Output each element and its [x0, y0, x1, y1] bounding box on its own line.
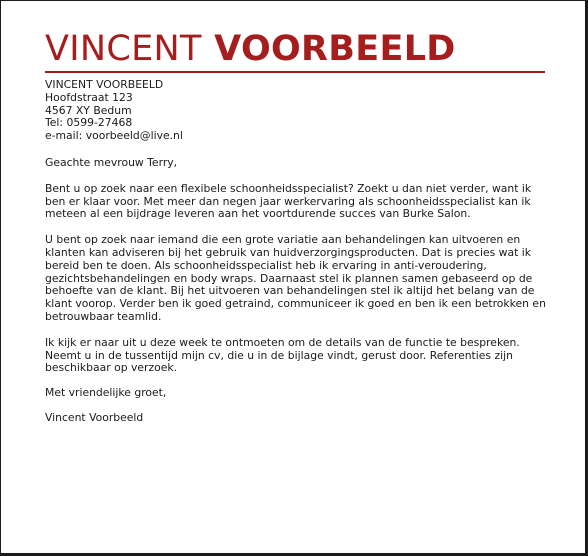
salutation: Geachte mevrouw Terry, [45, 155, 178, 169]
sender-city: 4567 XY Bedum [45, 103, 132, 117]
paragraph-intro: Bent u op zoek naar een flexibele schoonheidsspecialist? Zoekt u dan niet verder, want ik ben er klaar voor. Met meer dan negen jaar werkervaring als schoonheidsspecialist kan ik meteen al een bijdrage leveren aan het voortdurende succes van Burke Salon. [45, 181, 532, 221]
paragraph-closing-request: Ik kijk er naar uit u deze week te ontmoeten om de details van de functie te bespreken. Neemt u in de tussentijd mijn cv, die u in de bijlage vindt, gerust door. Referenties zijn beschikbaar op verzoek. [45, 335, 520, 375]
signature: Vincent Voorbeeld [45, 410, 144, 424]
letter-body [45, 79, 550, 425]
letterhead-name [45, 27, 545, 71]
sender-phone: Tel: 0599-27468 [45, 116, 133, 130]
sender-street: Hoofdstraat 123 [45, 90, 133, 104]
sender-email: e-mail: voorbeeld@live.nl [45, 129, 183, 143]
letterhead [45, 27, 545, 73]
sender-name: VINCENT VOORBEELD [45, 78, 164, 91]
letterhead-first-name: VINCENT [45, 29, 202, 69]
letterhead-last-name: VOORBEELD [214, 29, 456, 69]
letterhead-divider [45, 71, 545, 73]
paragraph-experience: U bent op zoek naar iemand die een grote variatie aan behandelingen kan uitvoeren en klanten kan adviseren bij het gebruik van huidverzorgingsproducten. Dat is precies wat ik bereid ben te doen. Als schoonheidsspecialist heb ik ervaring in anti-veroudering, gezichtsbehandelingen en body wraps. Daarnaast stel ik plannen samen gebaseerd op de behoefte van de klant. Bij het uitvoeren van behandelingen stel ik altijd het belang van de klant voorop. Verder ben ik goed getraind, communiceer ik goed en ben ik een betrokken en betrouwbaar teamlid. [45, 233, 546, 323]
closing: Met vriendelijke groet, [45, 386, 167, 400]
sender-block [45, 79, 550, 143]
